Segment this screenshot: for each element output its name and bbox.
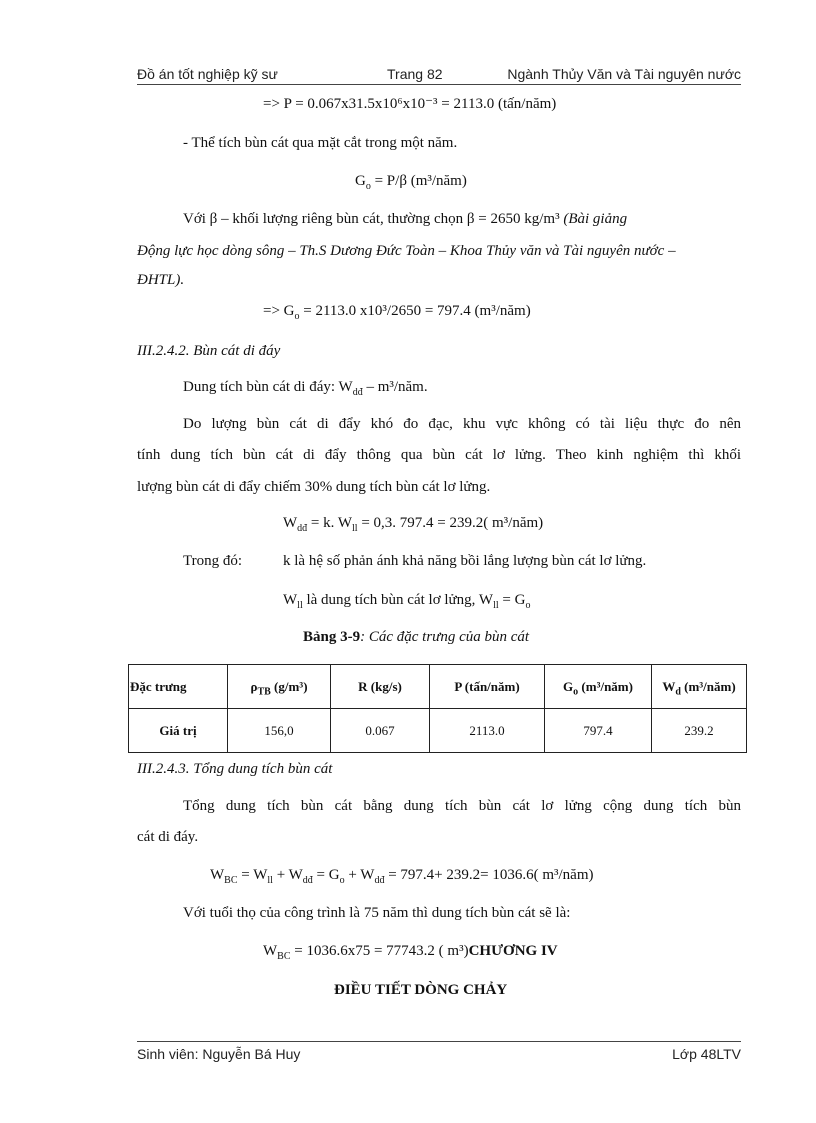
paragraph-line-2: tính dung tích bùn cát di đẩy thông qua bùn cát lơ lửng. Theo kinh nghiệm thì khối xyxy=(137,447,741,463)
footer-class: Lớp 48LTV xyxy=(672,1046,741,1062)
where-wll: $W_{ll}$ là dung tích bùn cát lơ lửng, $W_{ll} = G_o$ xyxy=(283,592,531,611)
paragraph-total-2: cát di đáy. xyxy=(137,829,199,845)
row-label: Giá trị xyxy=(129,709,228,753)
header-rho: $\rho_{TB}$ (g/m³) xyxy=(228,665,331,709)
cell-p: 2113.0 xyxy=(430,709,545,753)
paragraph-line-3: lượng bùn cát di đẩy chiếm 30% dung tích bùn cát lơ lửng. xyxy=(137,479,491,495)
header-page-number: Trang 82 xyxy=(387,66,443,82)
equation-wbc: $W_{BC} = W_{ll} + W_{dđ} = G_o + W_{dđ} = 797.4+ 239.2= 1036.6$( m³/năm) xyxy=(210,867,594,886)
header-r: R (kg/s) xyxy=(331,665,430,709)
paragraph-bed-load: Dung tích bùn cát di đáy: $W_{dđ}$ – m³/năm. xyxy=(183,379,428,398)
table-caption: Bảng 3-9: Các đặc trưng của bùn cát xyxy=(303,629,530,645)
equation-p: => P = 0.067x31.5x10⁶x10⁻³ = 2113.0 (tấn/năm) xyxy=(263,96,557,112)
cell-wd: 239.2 xyxy=(652,709,747,753)
equation-wdd: $W_{dđ} = k$. $W_{ll} = 0,3$. 797.4 = 239.2( m³/năm) xyxy=(283,515,544,534)
table-header-row xyxy=(129,665,747,709)
equation-go: $G_o = P/\beta$ (m³/năm) xyxy=(355,173,467,192)
header-dac-trung: Đặc trưng xyxy=(129,665,228,709)
equation-go-result: => $G_o = 2113.0$ x10³/2650 = 797.4 (m³/năm) xyxy=(263,303,531,322)
cell-r: 0.067 xyxy=(331,709,430,753)
paragraph-density: Với β – khối lượng riêng bùn cát, thường chọn β = 2650 kg/m³ (Bài giảng xyxy=(183,211,628,227)
cell-rho: 156,0 xyxy=(228,709,331,753)
table-row xyxy=(129,709,747,753)
page-footer xyxy=(137,1041,741,1063)
footer-student: Sinh viên: Nguyễn Bá Huy xyxy=(137,1046,301,1062)
paragraph-total-1: Tổng dung tích bùn cát bằng dung tích bùn cát lơ lửng cộng dung tích bùn xyxy=(183,798,741,814)
header-go: $G_o$ (m³/năm) xyxy=(545,665,652,709)
reference-line-2: Động lực học dòng sông – Th.S Dương Đức Toàn – Khoa Thủy văn và Tài nguyên nước – xyxy=(137,243,676,259)
chapter-label: CHƯƠNG IV xyxy=(468,943,558,959)
section-heading-242: III.2.4.2. Bùn cát di đáy xyxy=(137,343,281,359)
sediment-table xyxy=(128,664,747,753)
section-heading-243: III.2.4.3. Tổng dung tích bùn cát xyxy=(137,761,333,777)
reference-line-3: ĐHTL). xyxy=(137,272,185,288)
equation-final: $W_{BC} = 1036.6x75 = 77743.2$ ( m³)CHƯƠNG IV xyxy=(263,943,558,962)
header-left: Đồ án tốt nghiệp kỹ sư xyxy=(137,66,278,82)
header-right: Ngành Thủy Văn và Tài nguyên nước xyxy=(507,66,741,82)
chapter-title: ĐIỀU TIẾT DÒNG CHẢY xyxy=(334,982,508,998)
paragraph-volume: - Thể tích bùn cát qua mặt cắt trong một năm. xyxy=(183,135,458,151)
page-header xyxy=(137,66,741,85)
paragraph-line-1: Do lượng bùn cát di đẩy khó đo đạc, khu vực không có tài liệu thực đo nên xyxy=(183,416,741,432)
where-k: k là hệ số phản ánh khả năng bồi lắng lượng bùn cát lơ lửng. xyxy=(283,553,647,569)
header-p: P (tấn/năm) xyxy=(430,665,545,709)
where-label: Trong đó: xyxy=(183,553,243,569)
header-wd: $W_d$ (m³/năm) xyxy=(652,665,747,709)
paragraph-lifetime: Với tuổi thọ của công trình là 75 năm thì dung tích bùn cát sẽ là: xyxy=(183,905,571,921)
cell-go: 797.4 xyxy=(545,709,652,753)
